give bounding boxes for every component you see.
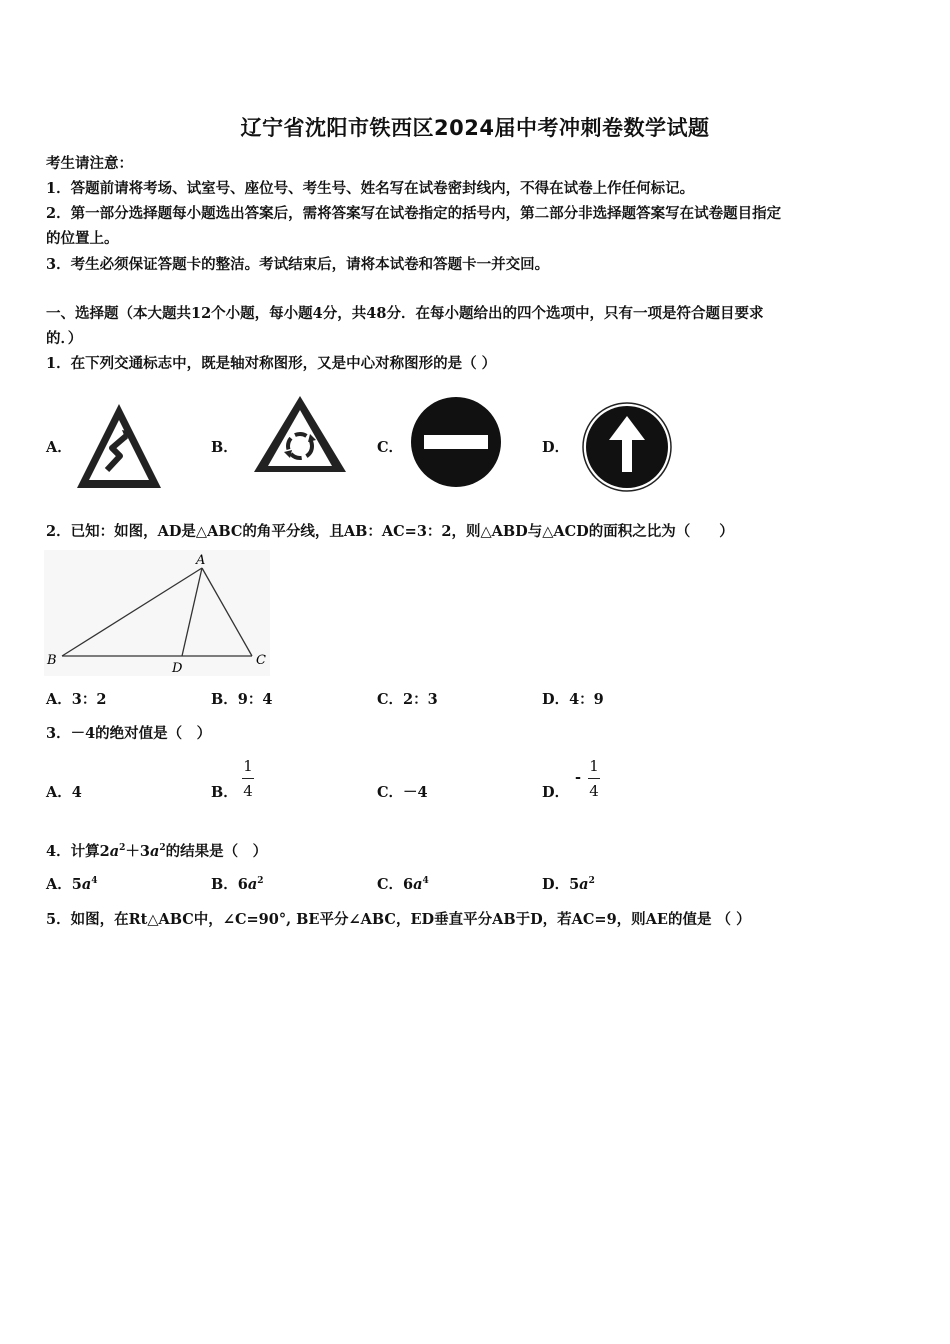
q3-b-denominator: 4 xyxy=(243,782,253,800)
triangle-figure xyxy=(44,550,270,676)
notice-item: 的位置上。 xyxy=(46,230,119,247)
fraction-bar xyxy=(588,778,600,779)
roundabout-sign-icon xyxy=(252,394,348,474)
q1-option-d-label: D． xyxy=(542,439,570,456)
notice-item: 2．第一部分选择题每小题选出答案后，需将答案写在试卷指定的括号内，第二部分非选择题答案写在试卷题目指定 xyxy=(46,205,782,222)
q1-option-b-label: B． xyxy=(211,439,238,456)
q2-option-b: B．9：4 xyxy=(211,691,273,708)
q2-stem: 2．已知：如图，AD是△ABC的角平分线，且AB：AC=3：2，则△ABD与△ACD的面积之比为（ ） xyxy=(46,523,734,540)
q1-option-a-label: A． xyxy=(46,439,72,456)
q2-option-a: A．3：2 xyxy=(46,691,107,708)
vertex-label-a: A xyxy=(196,553,206,568)
vertex-label-c: C xyxy=(256,653,266,668)
q3-option-c: C．－4 xyxy=(377,784,428,801)
q3-b-numerator: 1 xyxy=(243,757,253,775)
zigzag-road-sign-icon xyxy=(74,400,164,492)
notice-item: 3．考生必须保证答题卡的整洁。考试结束后，请将本试卷和答题卡一并交回。 xyxy=(46,256,550,273)
q3-stem: 3．－4的绝对值是（ ） xyxy=(46,725,212,742)
section-heading: 一、选择题（本大题共12个小题，每小题4分，共48分．在每小题给出的四个选项中，只有一项是符合题目要求 xyxy=(46,305,764,322)
q3-d-sign: - xyxy=(575,769,582,786)
q2-option-d: D．4：9 xyxy=(542,691,604,708)
vertex-label-d: D xyxy=(172,661,183,676)
q1-stem: 1．在下列交通标志中，既是轴对称图形，又是中心对称图形的是（ ） xyxy=(46,355,497,372)
q3-d-denominator: 4 xyxy=(589,782,599,800)
notice-item: 1．答题前请将考场、试室号、座位号、考生号、姓名写在试卷密封线内，不得在试卷上作任何标记。 xyxy=(46,180,695,197)
notice-heading: 考生请注意： xyxy=(46,155,133,172)
q3-option-d-label: D． xyxy=(542,784,570,801)
q4-option-b: B．$6a^2$ xyxy=(211,876,264,893)
section-heading-cont: 的．） xyxy=(46,330,83,347)
q1-option-c-label: C． xyxy=(377,439,404,456)
q4-option-a: A．$5a^4$ xyxy=(46,876,98,893)
q4-option-c: C．$6a^4$ xyxy=(377,876,429,893)
q3-option-b-label: B． xyxy=(211,784,238,801)
q5-stem: 5．如图，在Rt△ABC中，∠C=90°, BE平分∠ABC，ED垂直平分AB于D，若AC=9，则AE的值是 （ ） xyxy=(46,911,751,928)
q2-option-c: C．2：3 xyxy=(377,691,438,708)
fraction-bar xyxy=(242,778,254,779)
page-title: 辽宁省沈阳市铁西区2024届中考冲刺卷数学试题 xyxy=(240,116,710,140)
q4-stem: 4．计算$2a^2+3a^2$的结果是（ ） xyxy=(46,843,268,860)
q4-option-d: D．$5a^2$ xyxy=(542,876,595,893)
q3-option-a: A．4 xyxy=(46,784,82,801)
straight-ahead-sign-icon xyxy=(582,402,672,492)
vertex-label-b: B xyxy=(47,653,57,668)
q3-d-numerator: 1 xyxy=(589,757,599,775)
no-entry-sign-icon xyxy=(410,396,502,488)
